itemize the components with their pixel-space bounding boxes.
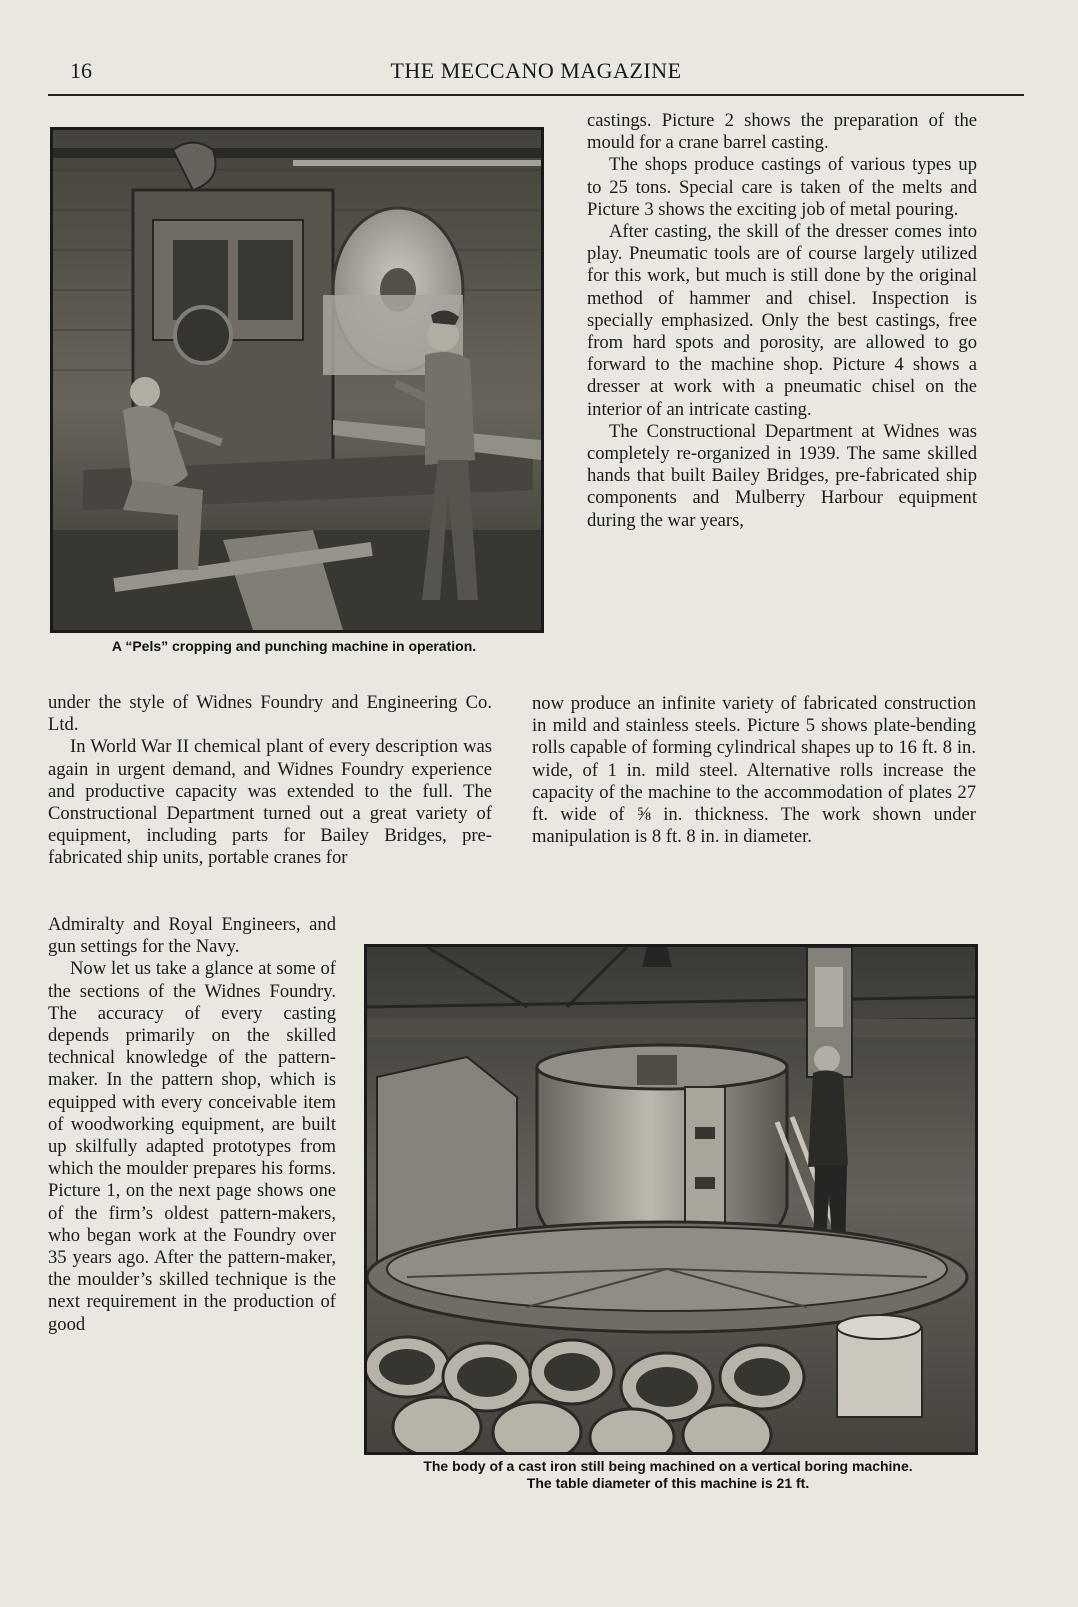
middle-column-text xyxy=(532,693,976,848)
figure-2-caption-line-2: The table diameter of this machine is 21 ft. xyxy=(526,1475,810,1491)
paragraph-castings: castings. Picture 2 shows the preparation of the mould for a crane barrel casting. xyxy=(587,110,977,154)
figure-2-caption xyxy=(356,1458,980,1492)
photo-boring-machine xyxy=(364,944,978,1455)
page-header xyxy=(48,58,1024,98)
header-rule xyxy=(48,94,1024,96)
figure-1-caption: A “Pels” cropping and punching machine in operation. xyxy=(111,638,477,654)
cropping-machine-illustration xyxy=(53,130,541,630)
paragraph-admiralty: Admiralty and Royal Engineers, and gun settings for the Navy. xyxy=(48,914,336,958)
boring-machine-illustration xyxy=(367,947,975,1452)
photo-cropping-machine xyxy=(50,127,544,633)
figure-2-caption-line-1: The body of a cast iron still being machined on a vertical boring machine. xyxy=(423,1458,913,1474)
paragraph-pattern-maker: Now let us take a glance at some of the sections of the Widnes Foundry. The accuracy of every casting depends primarily on the skilled technical knowledge of the pattern-maker. In the pattern shop, which is equipped with every conceivable item of woodworking equipment, are built up skilfully adapted prototypes from which the moulder prepares his forms. Picture 1, on the next page shows one of the firm’s oldest pattern-makers, who began work at the Foundry over 35 years ago. After the pattern-maker, the moulder’s skilled technique is the next requirement in the production of good xyxy=(48,958,336,1335)
paragraph-style: under the style of Widnes Foundry and Engineering Co. Ltd. xyxy=(48,692,492,736)
page-number: 16 xyxy=(70,58,92,83)
paragraph-shops: The shops produce castings of various types up to 25 tons. Special care is taken of the melts and Picture 3 shows the exciting job of metal pouring. xyxy=(587,154,977,220)
magazine-title: THE MECCANO MAGAZINE xyxy=(390,58,682,83)
paragraph-constructional: The Constructional Department at Widnes was completely re-organized in 1939. The same skilled hands that built Bailey Bridges, pre-fabricated ship components and Mulberry Harbour equipment during the war years, xyxy=(587,420,977,531)
narrow-column-text xyxy=(48,914,336,1336)
paragraph-infinite-variety: now produce an infinite variety of fabricated construction in mild and stainless steels. Picture 5 shows plate-bending rolls capable of forming cylindrical shapes up to 16 ft. 8 in. wide, of 1 in. mild steel. Alternative rolls increase the capacity of the machine to the accommodation of plates 27 ft. wide of ⅝ in. thickness. The work shown under manipulation is 8 ft. 8 in. in diameter. xyxy=(532,693,976,848)
paragraph-dresser: After casting, the skill of the dresser comes into play. Pneumatic tools are of course largely utilized for this work, but much is still done by the original method of hammer and chisel. Inspection is specially emphasized. Only the best castings, free from hard spots and porosity, are allowed to go forward to the machine shop. Picture 4 shows a dresser at work with a pneumatic chisel on the interior of an intricate casting. xyxy=(587,221,977,420)
left-column-text xyxy=(48,692,492,870)
paragraph-world-war: In World War II chemical plant of every description was again in urgent demand, and Widnes Foundry experience and productive capacity was extended to the full. The Constructional Department turned out a great variety of equipment, including parts for Bailey Bridges, pre-fabricated ship units, portable cranes for xyxy=(48,736,492,869)
right-column-text xyxy=(587,110,977,532)
